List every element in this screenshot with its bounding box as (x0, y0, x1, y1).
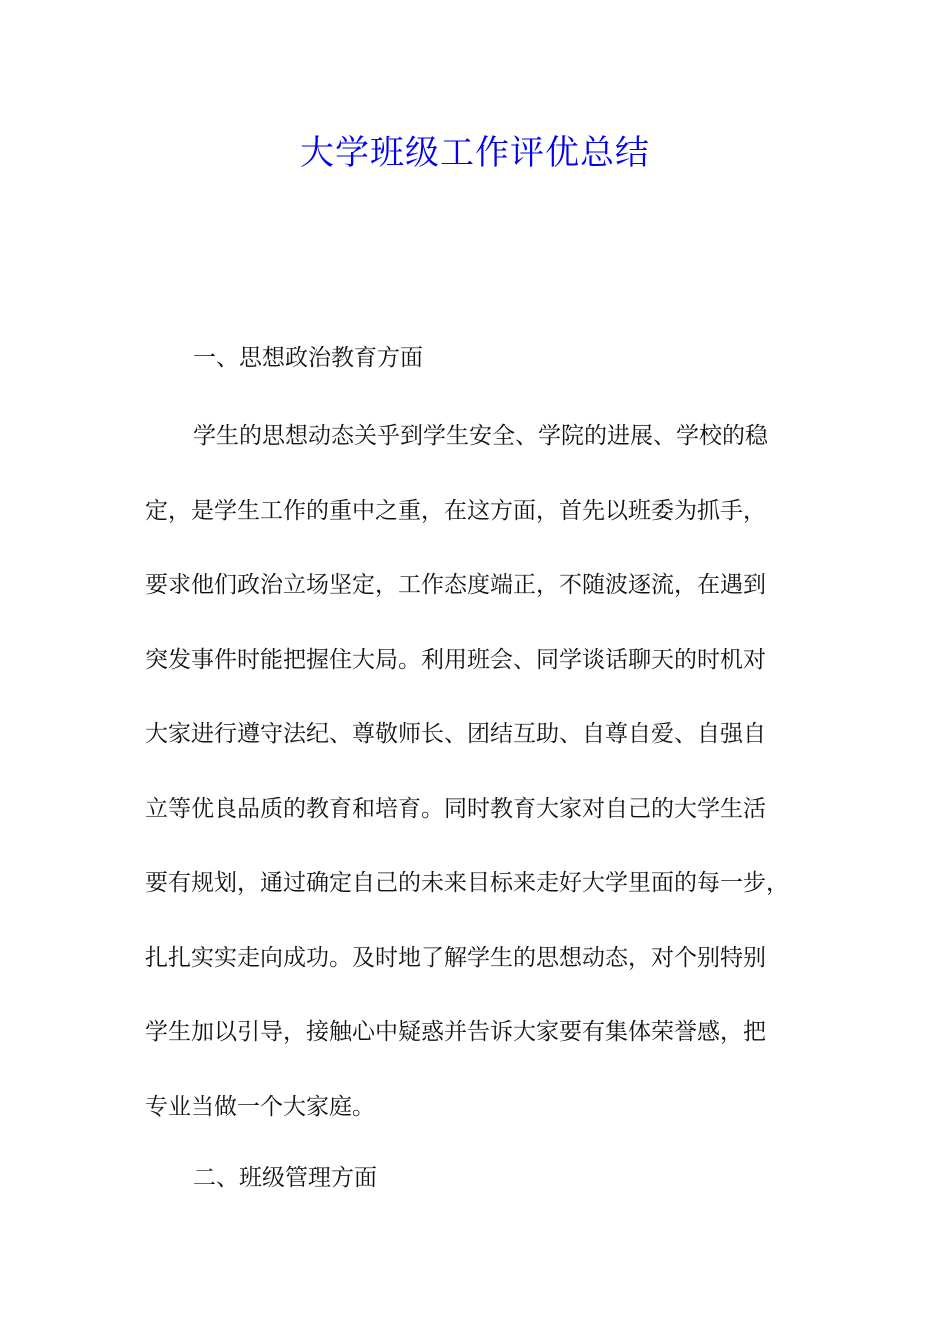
paragraph-line: 学生加以引导，接触心中疑惑并告诉大家要有集体荣誉感，把 (145, 1019, 766, 1045)
paragraph-line: 立等优良品质的教育和培育。同时教育大家对自己的大学生活 (145, 795, 766, 822)
paragraph-line: 学生的思想动态关乎到学生安全、学院的进展、学校的稳 (193, 423, 768, 449)
paragraph-line: 大家进行遵守法纪、尊敬师长、团结互助、自尊自爱、自强自 (145, 721, 766, 747)
paragraph-line: 要求他们政治立场坚定，工作态度端正，不随波逐流，在遇到 (145, 572, 766, 598)
paragraph-line: 要有规划，通过确定自己的未来目标来走好大学里面的每一步， (145, 870, 789, 896)
paragraph-line: 定，是学生工作的重中之重，在这方面，首先以班委为抓手， (145, 497, 766, 524)
section-paragraph-ideology (145, 420, 825, 1165)
section-heading-ideology: 一、思想政治教育方面 (193, 345, 423, 371)
section-heading-class-management: 二、班级管理方面 (193, 1165, 377, 1191)
paragraph-line: 突发事件时能把握住大局。利用班会、同学谈话聊天的时机对 (145, 646, 766, 673)
paragraph-line: 专业当做一个大家庭。 (145, 1093, 375, 1120)
document-title: 大学班级工作评优总结 (300, 133, 650, 173)
paragraph-line: 扎扎实实走向成功。及时地了解学生的思想动态，对个别特别 (145, 944, 766, 971)
